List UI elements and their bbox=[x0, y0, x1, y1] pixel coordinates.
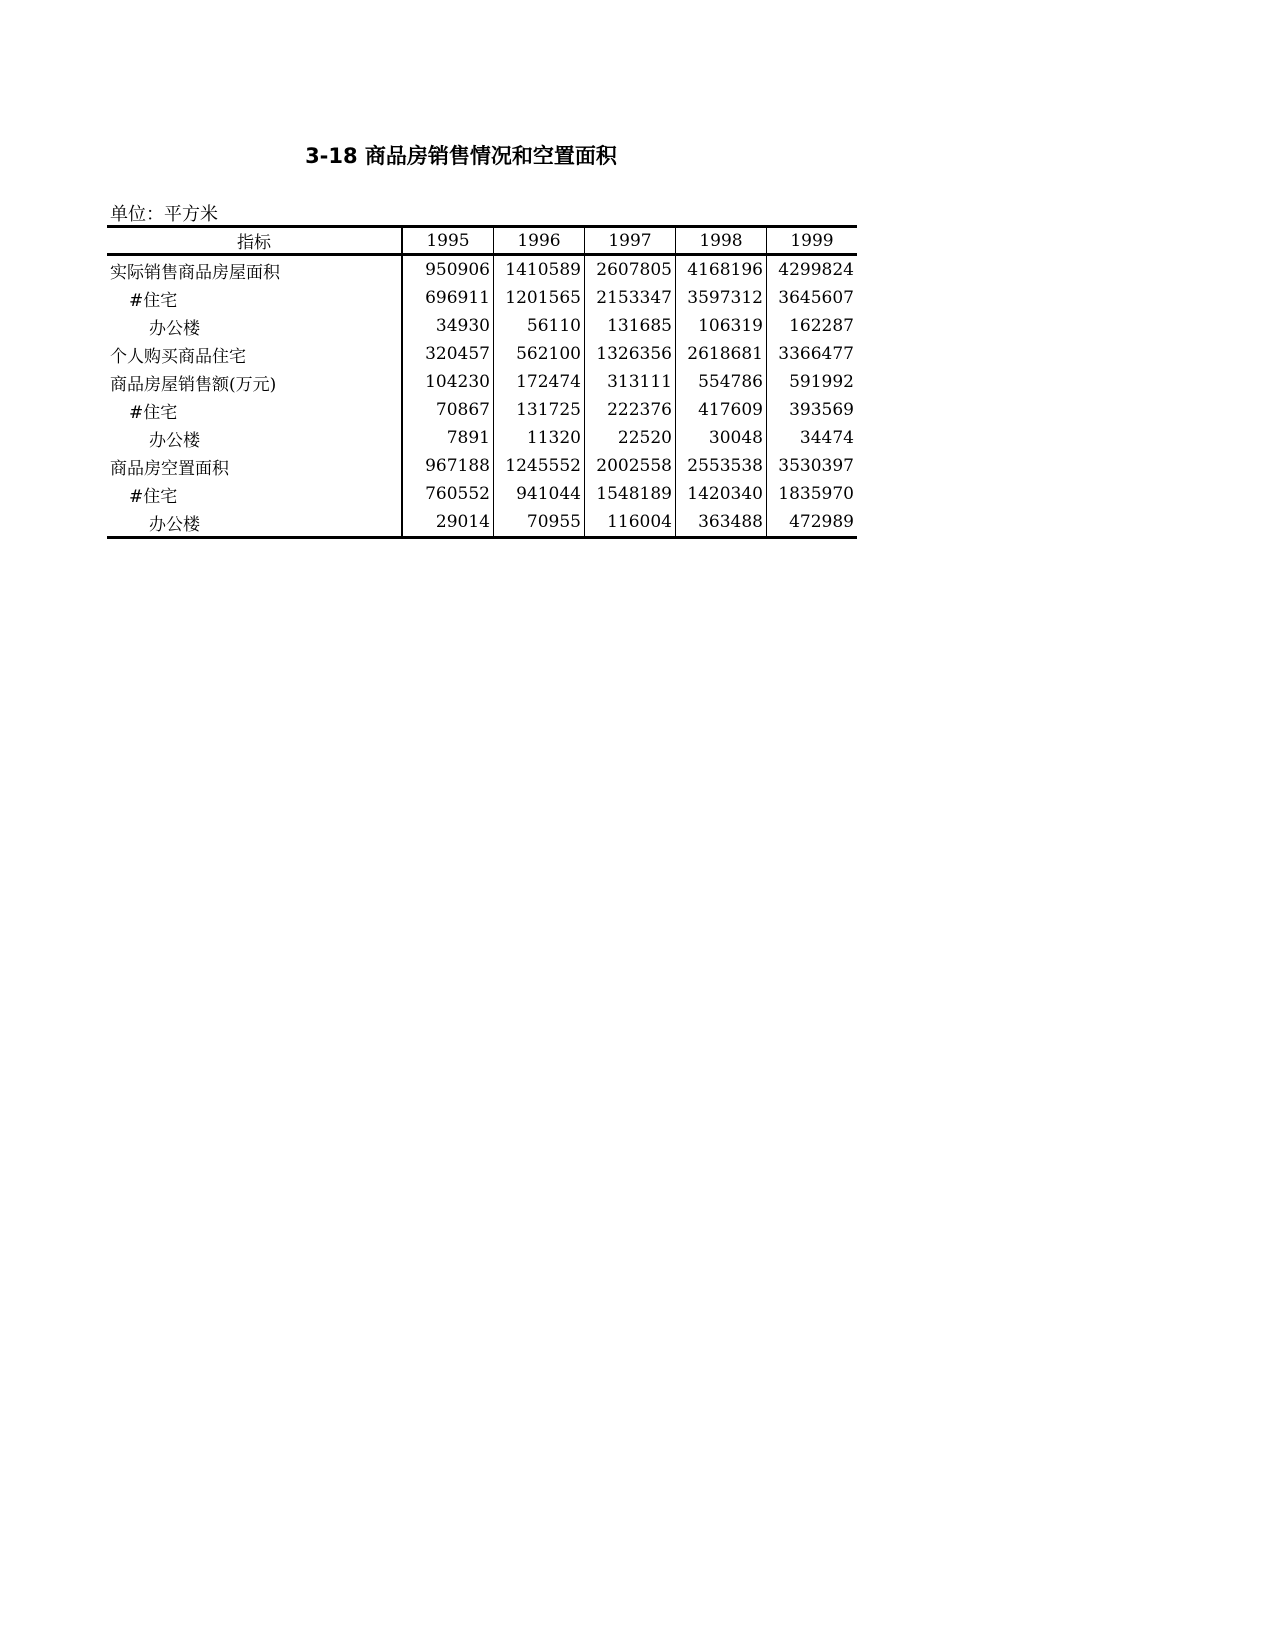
cell-value: 162287 bbox=[789, 316, 854, 336]
cell-value: 106319 bbox=[676, 312, 767, 340]
cell-value: 3366477 bbox=[778, 344, 854, 364]
header-year: 1998 bbox=[676, 227, 767, 255]
page-title: 3-18 商品房销售情况和空置面积 bbox=[305, 144, 617, 168]
header-year: 1997 bbox=[585, 227, 676, 255]
header-year: 1999 bbox=[790, 230, 834, 251]
cell-value: 1420340 bbox=[676, 480, 767, 508]
cell-value: 472989 bbox=[789, 512, 854, 532]
cell-value: 131685 bbox=[585, 312, 676, 340]
data-table bbox=[107, 225, 857, 539]
cell-value: 222376 bbox=[585, 396, 676, 424]
cell-value: 3645607 bbox=[778, 288, 854, 308]
cell-value: 34474 bbox=[799, 428, 854, 448]
cell-value: 2607805 bbox=[585, 255, 676, 285]
table-row bbox=[107, 480, 857, 508]
cell-value: 131725 bbox=[494, 396, 585, 424]
cell-value: 3530397 bbox=[778, 456, 854, 476]
cell-value: 56110 bbox=[494, 312, 585, 340]
table-row bbox=[107, 396, 857, 424]
cell-value: 313111 bbox=[585, 368, 676, 396]
row-label: 商品房空置面积 bbox=[107, 452, 402, 480]
unit-label: 单位：平方米 bbox=[110, 204, 218, 225]
cell-value: 4299824 bbox=[778, 260, 854, 280]
row-label: #住宅 bbox=[107, 480, 402, 508]
cell-value: 11320 bbox=[494, 424, 585, 452]
cell-value: 562100 bbox=[494, 340, 585, 368]
cell-value: 172474 bbox=[494, 368, 585, 396]
cell-value: 70867 bbox=[402, 396, 494, 424]
table-row bbox=[107, 368, 857, 396]
row-label: #住宅 bbox=[107, 284, 402, 312]
header-indicator: 指标 bbox=[107, 227, 402, 255]
row-label: #住宅 bbox=[107, 396, 402, 424]
row-label: 个人购买商品住宅 bbox=[107, 340, 402, 368]
cell-value: 950906 bbox=[402, 255, 494, 285]
cell-value: 363488 bbox=[676, 508, 767, 538]
cell-value: 22520 bbox=[585, 424, 676, 452]
table-row bbox=[107, 284, 857, 312]
table-row bbox=[107, 312, 857, 340]
cell-value: 1835970 bbox=[778, 484, 854, 504]
cell-value: 2618681 bbox=[676, 340, 767, 368]
header-row bbox=[107, 227, 857, 255]
row-label: 实际销售商品房屋面积 bbox=[107, 255, 402, 285]
cell-value: 2553538 bbox=[676, 452, 767, 480]
table-row bbox=[107, 424, 857, 452]
cell-value: 1245552 bbox=[494, 452, 585, 480]
row-label: 商品房屋销售额(万元) bbox=[107, 368, 402, 396]
header-year: 1996 bbox=[494, 227, 585, 255]
cell-value: 393569 bbox=[789, 400, 854, 420]
cell-value: 696911 bbox=[402, 284, 494, 312]
cell-value: 417609 bbox=[676, 396, 767, 424]
cell-value: 1548189 bbox=[585, 480, 676, 508]
cell-value: 1326356 bbox=[585, 340, 676, 368]
cell-value: 2153347 bbox=[585, 284, 676, 312]
table-row bbox=[107, 508, 857, 538]
cell-value: 760552 bbox=[402, 480, 494, 508]
table-row bbox=[107, 452, 857, 480]
cell-value: 4168196 bbox=[676, 255, 767, 285]
cell-value: 2002558 bbox=[585, 452, 676, 480]
cell-value: 320457 bbox=[402, 340, 494, 368]
cell-value: 7891 bbox=[402, 424, 494, 452]
header-year: 1995 bbox=[402, 227, 494, 255]
cell-value: 104230 bbox=[402, 368, 494, 396]
cell-value: 3597312 bbox=[676, 284, 767, 312]
cell-value: 1410589 bbox=[494, 255, 585, 285]
cell-value: 554786 bbox=[676, 368, 767, 396]
cell-value: 70955 bbox=[494, 508, 585, 538]
table-row bbox=[107, 255, 857, 285]
cell-value: 941044 bbox=[494, 480, 585, 508]
row-label: 办公楼 bbox=[107, 312, 402, 340]
row-label: 办公楼 bbox=[107, 424, 402, 452]
table-row bbox=[107, 340, 857, 368]
cell-value: 116004 bbox=[585, 508, 676, 538]
row-label: 办公楼 bbox=[107, 508, 402, 538]
cell-value: 591992 bbox=[789, 372, 854, 392]
cell-value: 967188 bbox=[402, 452, 494, 480]
cell-value: 34930 bbox=[402, 312, 494, 340]
cell-value: 30048 bbox=[676, 424, 767, 452]
cell-value: 1201565 bbox=[494, 284, 585, 312]
cell-value: 29014 bbox=[402, 508, 494, 538]
